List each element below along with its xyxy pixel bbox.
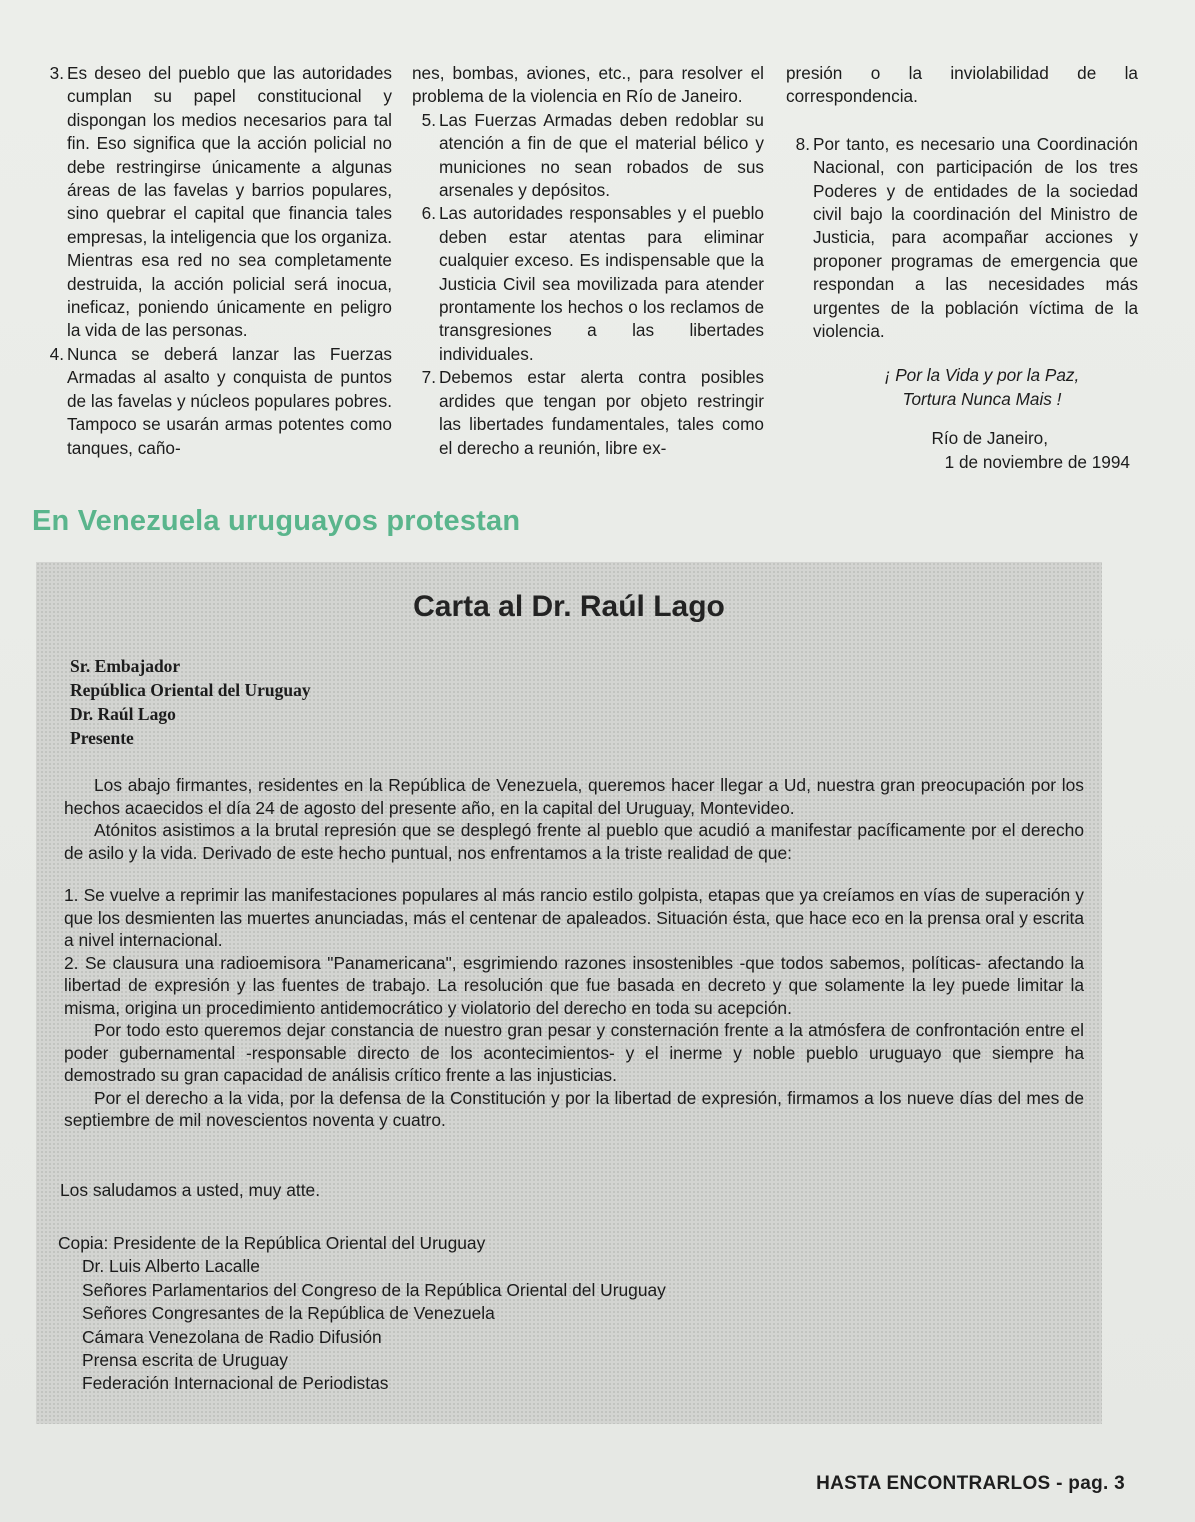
copy-line: Dr. Luis Alberto Lacalle	[82, 1256, 260, 1277]
list-item	[786, 133, 1138, 344]
copy-line: Federación Internacional de Periodistas	[82, 1373, 389, 1394]
item-text: Las Fuerzas Armadas deben redoblar su atención a fin de que el material bélico y municiones no sean robados de sus arsenales y depósitos.	[439, 109, 764, 201]
item-number: 5.	[421, 109, 436, 130]
letter-point: 2. Se clausura una radioemisora "Panamericana", esgrimiendo razones insostenibles -que todos sabemos, políticas- afectando la libertad de expresión y las fuentes de trabajo. La resolución que fue basada en decreto y que solamente la ley puede limitar la misma, origina un procedimiento antidemocrático y violatorio del derecho en toda su acepción.	[64, 952, 1084, 1018]
section-heading: En Venezuela uruguayos protestan	[32, 505, 521, 537]
addressee-line: Presente	[70, 728, 134, 748]
letter-paragraph: Los abajo firmantes, residentes en la República de Venezuela, queremos hacer llegar a Ud, nuestra gran preocupación por los hechos acaecidos el día 24 de agosto del presente año, en la capital del Uruguay, Montevideo.	[64, 775, 1084, 818]
copy-line: Copia: Presidente de la República Oriental del Uruguay	[58, 1233, 486, 1253]
list-item	[40, 62, 392, 343]
copy-line: Señores Congresantes de la República de Venezuela	[82, 1303, 495, 1324]
item-number: 6.	[421, 203, 436, 224]
column-2	[412, 62, 764, 460]
letter-title: Carta al Dr. Raúl Lago	[413, 590, 725, 623]
date: 1 de noviembre de 1994	[944, 451, 1130, 472]
letter-point: 1. Se vuelve a reprimir las manifestaciones populares al más rancio estilo golpista, etapas que ya creíamos en vías de superación y que los desmienten las muertes anunciadas, más el centenar de apaleados. Situación ésta, que hace eco en la prensa oral y escrita a nivel internacional.	[64, 885, 1084, 950]
list-item	[412, 109, 764, 203]
item-text: Por tanto, es necesario una Coordinación Nacional, con participación de los tres Poderes y de entidades de la sociedad civil bajo la coordinación del Ministro de Justicia, para acompañar acciones y proponer programas de emergencia que respondan a las necesidades más urgentes de la población víctima de la violencia.	[813, 133, 1138, 342]
letter-closing: Los saludamos a usted, muy atte.	[60, 1180, 321, 1200]
letter-paragraph: Atónitos asistimos a la brutal represión que se desplegó frente al pueblo que acudió a manifestar pacíficamente por el derecho de asilo y la vida. Derivado de este hecho puntual, nos enfrentamos a la triste realidad de que:	[64, 820, 1084, 863]
item-text: Nunca se deberá lanzar las Fuerzas Armadas al asalto y conquista de puntos de las favelas y núcleos populares pobres. Tampoco se usarán armas potentes como tanques, caño-	[67, 343, 392, 458]
item-text: Debemos estar alerta contra posibles ardides que tengan por objeto restringir las libertades fundamentales, tales como el derecho a reunión, libre ex-	[439, 367, 764, 458]
item-text: Es deseo del pueblo que las autoridades cumplan su papel constitucional y dispongan los medios necesarios para tal fin. Eso significa que la acción policial no debe restringirse únicamente a algunas áreas de las favelas y barrios populares, sino quebrar el capital que financia tales empresas, la inteligencia que los organiza. Mientras esa red no sea completamente destruida, la acción policial será inocua, ineficaz, poniendo únicamente en peligro la vida de las personas.	[67, 63, 392, 341]
item-text: Las autoridades responsables y el pueblo deben estar atentas para eliminar cualquier exceso. Es indispensable que la Justicia Civil sea movilizada para atender prontamente los hechos o los reclamos de transgresiones a las libertades individuales.	[439, 203, 764, 364]
letter-paragraph: Por todo esto queremos dejar constancia de nuestro gran pesar y consternación frente a la atmósfera de confrontación entre el poder gubernamental -responsable directo de los acontecimientos- y el inerme y noble pueblo uruguayo que siempre ha demostrado su gran capacidad de análisis crítico frente a las injusticias.	[64, 1020, 1084, 1085]
letter-box	[36, 562, 1102, 1424]
motto-line: ¡ Por la Vida y por la Paz,	[884, 365, 1080, 386]
list-item	[40, 343, 392, 460]
addressee-line: Dr. Raúl Lago	[70, 704, 176, 724]
copy-line: Cámara Venezolana de Radio Difusión	[82, 1326, 382, 1347]
item-number: 7.	[421, 367, 436, 388]
letter-paragraph: Por el derecho a la vida, por la defensa de la Constitución y por la libertad de expresión, firmamos a los nueve días del mes de septiembre de mil novescientos noventa y cuatro.	[64, 1087, 1084, 1130]
addressee-block	[70, 654, 311, 750]
column-3	[786, 62, 1138, 474]
item-number: 3.	[49, 63, 64, 83]
list-item	[412, 202, 764, 366]
addressee-line: Sr. Embajador	[70, 656, 181, 676]
dateline	[786, 427, 1138, 474]
motto	[786, 364, 1138, 411]
continued-text: presión o la inviolabilidad de la correspondencia.	[786, 63, 1138, 107]
list-item	[412, 366, 764, 460]
column-1	[40, 62, 392, 460]
item-number: 8.	[795, 133, 810, 154]
addressee-line: República Oriental del Uruguay	[70, 680, 311, 700]
copy-line: Señores Parlamentarios del Congreso de la República Oriental del Uruguay	[82, 1279, 666, 1300]
item-number: 4.	[49, 343, 64, 364]
copy-line: Prensa escrita de Uruguay	[82, 1350, 288, 1371]
page-footer: HASTA ENCONTRARLOS - pag. 3	[816, 1473, 1125, 1494]
continued-text: nes, bombas, aviones, etc., para resolver el problema de la violencia en Río de Janeiro.	[412, 63, 764, 107]
copies-list	[58, 1232, 666, 1396]
place: Río de Janeiro,	[931, 428, 1048, 449]
motto-line: Tortura Nunca Mais !	[902, 388, 1062, 409]
letter-body	[64, 774, 1084, 1132]
